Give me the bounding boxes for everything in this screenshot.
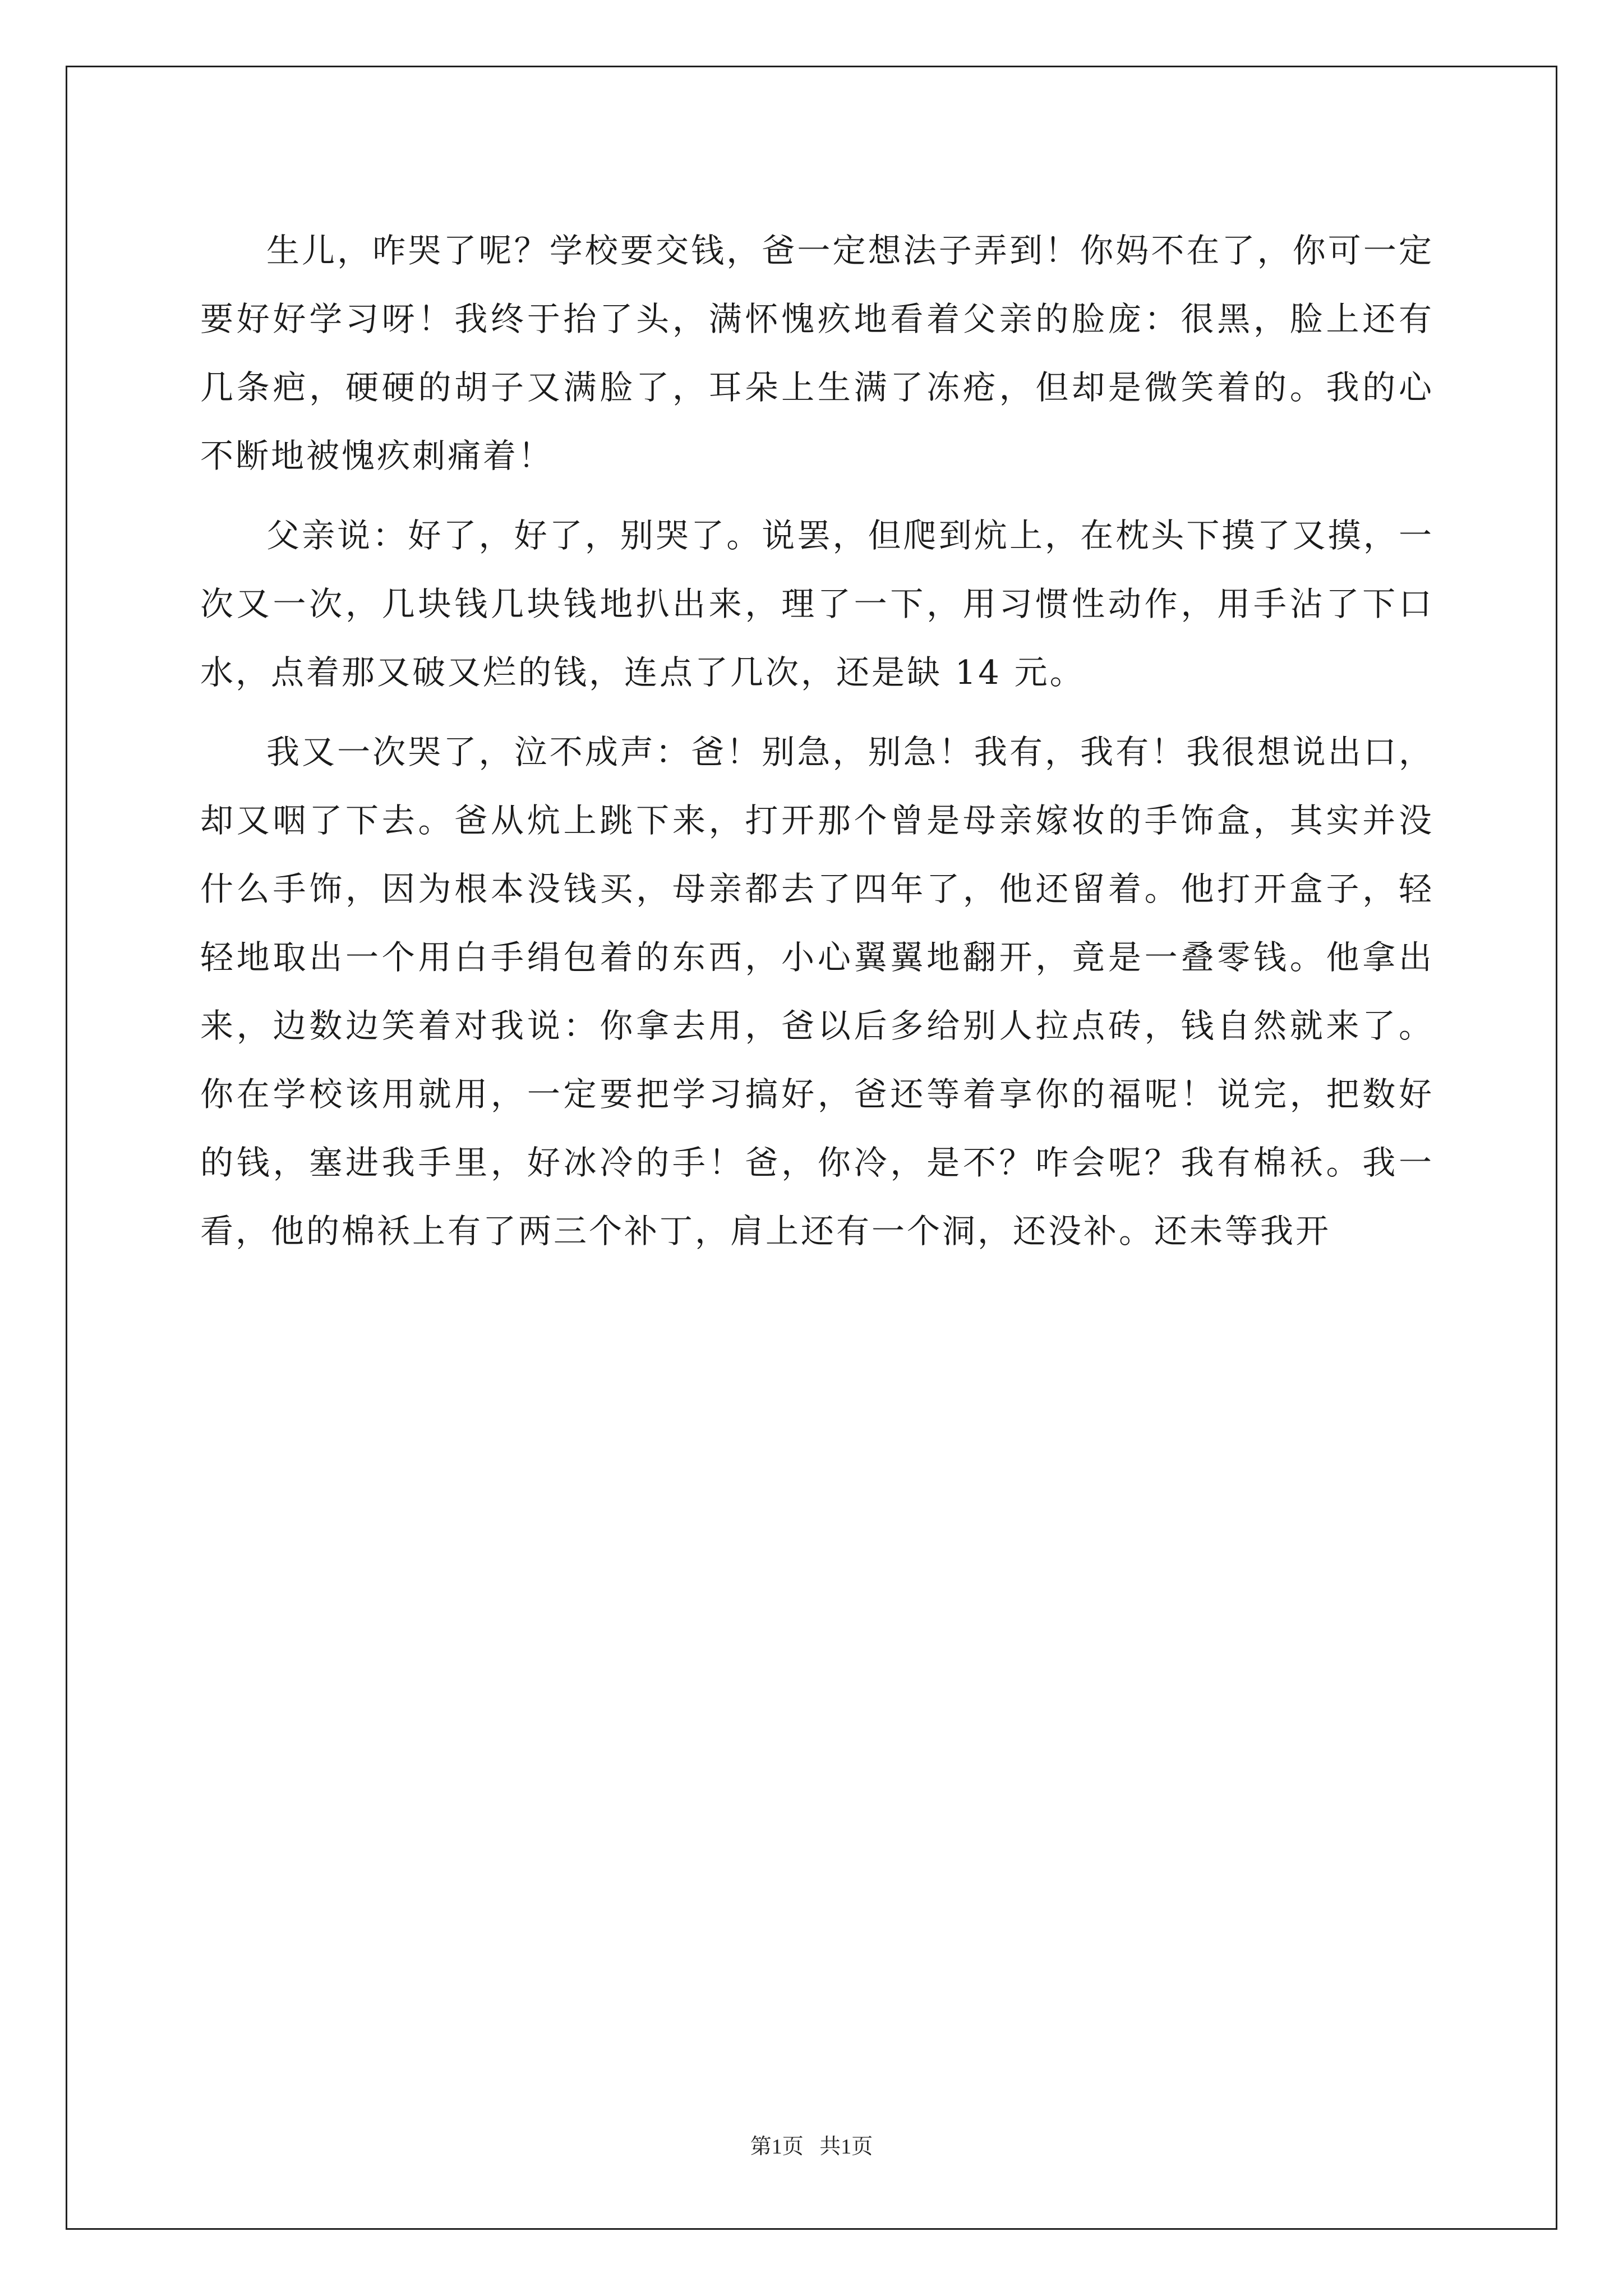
document-body [200,217,1434,1277]
paragraph-3: 我又一次哭了，泣不成声：爸！别急，别急！我有，我有！我很想说出口，却又咽了下去。爸从炕上跳下来，打开那个曾是母亲嫁妆的手饰盒，其实并没什么手饰，因为根本没钱买，母亲都去了四年了，他还留着。他打开盒子，轻轻地取出一个用白手绢包着的东西，小心翼翼地翻开，竟是一叠零钱。他拿出来，边数边笑着对我说：你拿去用，爸以后多给别人拉点砖，钱自然就来了。你在学校该用就用，一定要把学习搞好，爸还等着享你的福呢！说完，把数好的钱，塞进我手里，好冰冷的手！爸，你冷，是不？咋会呢？我有棉袄。我一看，他的棉袄上有了两三个补丁，肩上还有一个洞，还没补。还未等我开 [200,733,1434,1250]
page-footer: 第1页 共1页 [750,2135,873,2159]
paragraph-1: 生儿，咋哭了呢？学校要交钱，爸一定想法子弄到！你妈不在了，你可一定要好好学习呀！我终于抬了头，满怀愧疚地看着父亲的脸庞：很黑，脸上还有几条疤，硬硬的胡子又满脸了，耳朵上生满了冻疮，但却是微笑着的。我的心不断地被愧疚刺痛着！ [200,231,1434,475]
paragraph-2: 父亲说：好了，好了，别哭了。说罢，但爬到炕上，在枕头下摸了又摸，一次又一次，几块钱几块钱地扒出来，理了一下，用习惯性动作，用手沾了下口水，点着那又破又烂的钱，连点了几次，还是缺 14 元。 [200,516,1434,692]
